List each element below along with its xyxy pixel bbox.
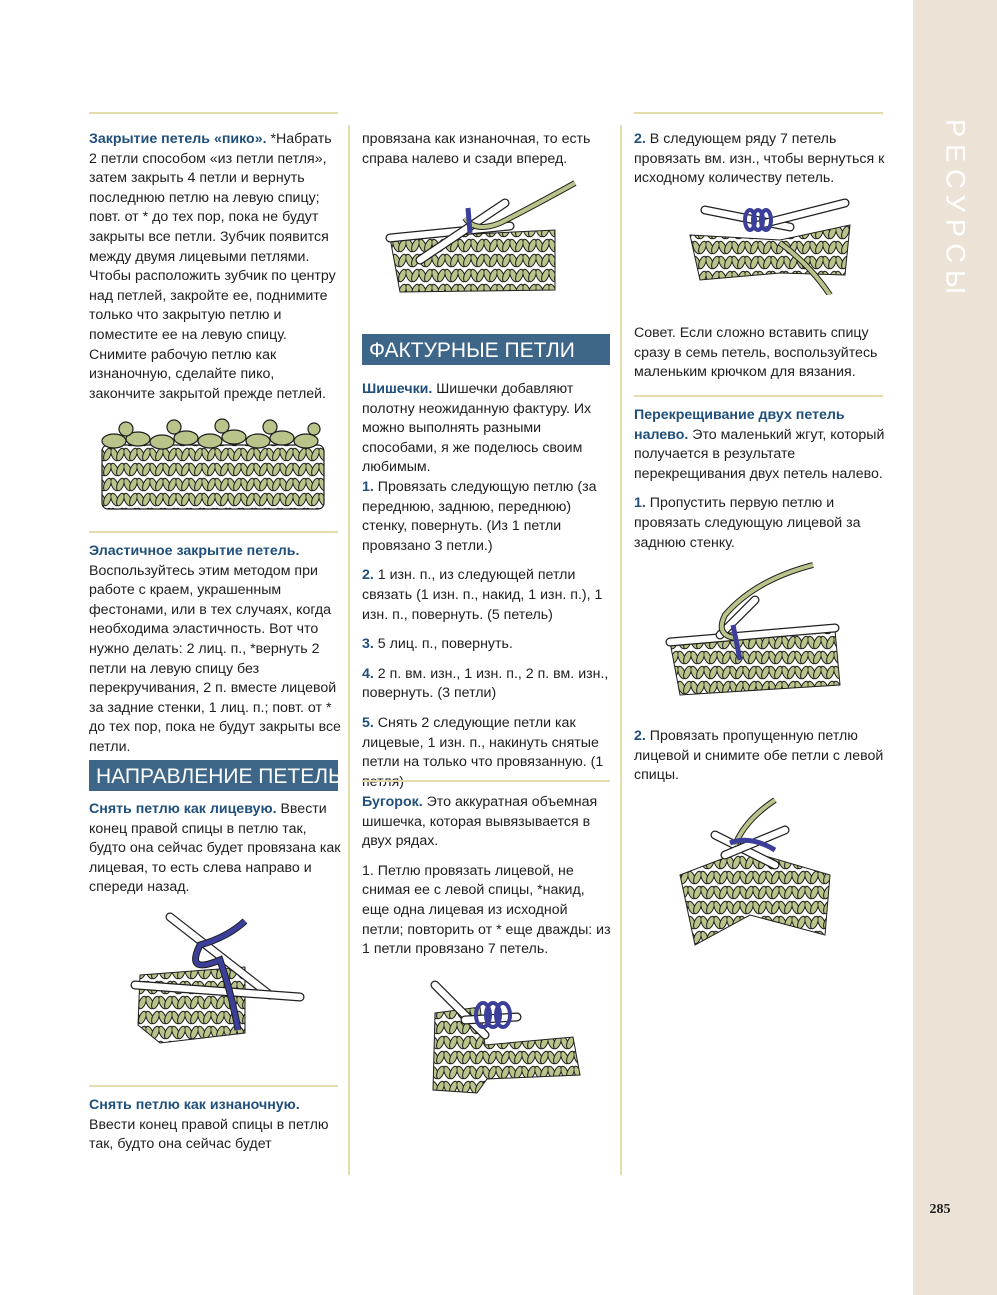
tip-body: Совет. Если сложно вставить спицу сразу в семь петель, воспользуйтесь маленьким крючком для вязания.: [634, 325, 878, 381]
knot-step-1: 1. Петлю провязать лицевой, не снимая ее с левой спицы, *накид, еще одна лицевая из исходной петли; повторить от * еще дважды: из 1 петли провязано 7 петель.: [362, 862, 611, 958]
cross-step-2-text: Провязать пропущенную петлю лицевой и снимите обе петли с левой спицы.: [634, 728, 884, 784]
tip-text: [634, 324, 886, 383]
slip-knitwise-text: [89, 800, 341, 898]
column-divider-1: [348, 125, 350, 1175]
cross-left-text: [634, 406, 886, 553]
col3-step-2-text: В следующем ряду 7 петель провязать вм. изн., чтобы вернуться к исходному количеству петель.: [634, 131, 885, 187]
slip-purlwise-body: Ввести конец правой спицы в петлю так, будто она сейчас будет: [89, 1116, 329, 1153]
bobbles-step-3-num: 3.: [362, 636, 374, 653]
slip-knitwise-illustration: [120, 905, 310, 1050]
column-divider-2: [620, 125, 622, 1175]
elastic-bindoff-text: [89, 542, 341, 758]
cross-step-1-num: 1.: [634, 495, 646, 512]
section-rule: [89, 112, 338, 114]
col3-step-2-num: 2.: [634, 131, 646, 147]
section-rule: [89, 1085, 338, 1087]
cross-left-step2-illustration: [675, 795, 845, 955]
bobbles-step-5-num: 5.: [362, 714, 374, 731]
slip-purlwise-continued: [362, 130, 612, 169]
bobbles-step-3-text: 5 лиц. п., повернуть.: [373, 636, 513, 653]
section-rule: [362, 780, 610, 782]
cross-left-heading: Перекрещивание двух петель налево.: [634, 407, 845, 443]
banner-stitch-direction: НАПРАВЛЕНИЕ ПЕТЕЛЬ: [89, 760, 338, 791]
knot-illustration: [405, 975, 585, 1095]
section-rule: [634, 395, 883, 397]
bobbles-text: [362, 380, 612, 792]
purl-together-illustration: [680, 195, 860, 295]
bobbles-step-4-num: 4.: [362, 665, 374, 682]
slip-purlwise-text: [89, 1096, 341, 1155]
bobbles-step-2-num: 2.: [362, 567, 374, 584]
knot-heading: Бугорок.: [362, 794, 423, 810]
cross-step-2-num: 2.: [634, 728, 646, 744]
slip-purlwise-cont-text: провязана как изнаночная, то есть справа налево и сзади вперед.: [362, 131, 591, 167]
slip-purlwise-heading: Снять петлю как изнаночную.: [89, 1097, 300, 1113]
bobbles-step-2-text: 1 изн. п., из следующей петли связать (1 изн. п., накид, 1 изн. п.), 1 изн. п., повернуть. (5 петель): [362, 567, 603, 623]
bobbles-body: Шишечки добавляют полотну неожиданную фактуру. Их можно выполнять разными способами, я же поделюсь своим любимым.: [362, 381, 592, 476]
bobbles-step-2-continued: [634, 130, 886, 189]
section-rule: [89, 531, 338, 533]
slip-purlwise-illustration: [380, 178, 580, 298]
section-rule: [634, 112, 883, 114]
cross-step-1-text: Пропустить первую петлю и провязать следующую лицевой за заднюю стенку.: [634, 495, 861, 551]
slip-knitwise-body: Ввести конец правой спицы в петлю так, будто она сейчас будет провязана как лицевая, то есть слева направо и спереди назад.: [89, 801, 341, 896]
knot-body: Это аккуратная объемная шишечка, которая вывязывается в двух рядах.: [362, 794, 598, 850]
bobbles-step-4-text: 2 п. вм. изн., 1 изн. п., 2 п. вм. изн., повернуть. (3 петли): [362, 665, 609, 702]
cross-left-body: Это маленький жгут, который получается в результате перекрещивания двух петель налево.: [634, 426, 885, 482]
knot-text: [362, 793, 612, 960]
banner-textured-stitches: ФАКТУРНЫЕ ПЕТЛИ: [362, 334, 610, 365]
bobbles-heading: Шишечки.: [362, 381, 433, 397]
picot-heading: Закрытие петель «пико».: [89, 131, 267, 147]
sidebar-title: РЕСУРСЫ: [940, 119, 971, 301]
elastic-body: Воспользуйтесь этим методом при работе с краем, украшенным фестонами, или в тех случаях, когда необходима эластичность. Вот что нужно делать: 2 лиц. п., *вернуть 2 петли на левую спицу без перекручивания, 2 п. вместе лицевой за задние стенки, 1 лиц. п.; повт. от * до тех пор, пока не будут закрыты все петли.: [89, 562, 341, 755]
bobbles-step-1-text: Провязать следующую петлю (за переднюю, заднюю, переднюю) стенку, повернуть. (Из 1 петли провязано 3 петли.): [362, 478, 597, 554]
page-number: 285: [929, 1202, 951, 1217]
picot-bindoff-text: [89, 130, 341, 404]
slip-knitwise-heading: Снять петлю как лицевую.: [89, 801, 277, 817]
cross-step-2: [634, 727, 886, 786]
picot-bindoff-illustration: [98, 417, 328, 512]
cross-left-step1-illustration: [665, 560, 855, 700]
bobbles-step-5-text: Снять 2 следующие петли как лицевые, 1 изн. п., накинуть снятые петли на только что провязанную. (1: [362, 714, 604, 771]
bobbles-step-1-num: 1.: [362, 478, 374, 495]
elastic-heading: Эластичное закрытие петель.: [89, 543, 300, 559]
picot-body: *Набрать 2 петли способом «из петли петля», затем закрыть 4 петли и вернуть последнюю петлю на левую спицу; повт. от * до тех пор, пока не будут закрыты все петли. Зубчик появится между двумя лицевыми петлями. Чтобы расположить зубчик по центру над петлей, закройте ее, поднимите только что закрытую петлю и поместите ее на левую спицу. Снимите рабочую петлю как изнаночную, сделайте пико, закончите закрытой прежде петлей.: [89, 131, 336, 402]
